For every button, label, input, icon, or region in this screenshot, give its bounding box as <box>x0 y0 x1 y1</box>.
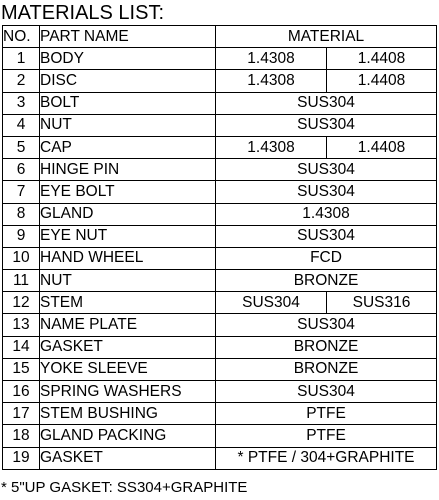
row-number: 12 <box>3 292 40 314</box>
table-row <box>3 425 437 447</box>
table-row <box>3 314 437 336</box>
material: PTFE <box>216 425 437 447</box>
row-number: 9 <box>3 225 40 247</box>
row-number: 14 <box>3 336 40 358</box>
row-number: 5 <box>3 136 40 158</box>
material-alternate: 1.4408 <box>327 48 437 70</box>
row-number: 17 <box>3 403 40 425</box>
material: PTFE <box>216 403 437 425</box>
material: BRONZE <box>216 358 437 380</box>
part-name: STEM BUSHING <box>40 403 216 425</box>
row-number: 4 <box>3 114 40 136</box>
header-part-name: PART NAME <box>40 26 216 48</box>
table-row <box>3 181 437 203</box>
material: BRONZE <box>216 270 437 292</box>
header-material: MATERIAL <box>216 26 437 48</box>
material: * PTFE / 304+GRAPHITE <box>216 447 437 469</box>
table-row <box>3 114 437 136</box>
part-name: SPRING WASHERS <box>40 381 216 403</box>
row-number: 7 <box>3 181 40 203</box>
part-name: CAP <box>40 136 216 158</box>
material: FCD <box>216 247 437 269</box>
row-number: 13 <box>3 314 40 336</box>
row-number: 18 <box>3 425 40 447</box>
table-row <box>3 270 437 292</box>
materials-table <box>2 25 437 470</box>
material-primary: 1.4308 <box>216 136 327 158</box>
table-row <box>3 403 437 425</box>
table-row <box>3 292 437 314</box>
row-number: 8 <box>3 203 40 225</box>
part-name: STEM <box>40 292 216 314</box>
part-name: NUT <box>40 270 216 292</box>
table-row <box>3 203 437 225</box>
table-row <box>3 48 437 70</box>
table-row <box>3 381 437 403</box>
table-row <box>3 336 437 358</box>
table-header-row <box>3 26 437 48</box>
row-number: 10 <box>3 247 40 269</box>
material-primary: 1.4308 <box>216 48 327 70</box>
row-number: 19 <box>3 447 40 469</box>
material: SUS304 <box>216 314 437 336</box>
material-alternate: 1.4408 <box>327 70 437 92</box>
header-no: NO. <box>3 26 40 48</box>
table-row <box>3 92 437 114</box>
table-row <box>3 447 437 469</box>
table-row <box>3 247 437 269</box>
part-name: DISC <box>40 70 216 92</box>
row-number: 11 <box>3 270 40 292</box>
material: BRONZE <box>216 336 437 358</box>
part-name: HAND WHEEL <box>40 247 216 269</box>
part-name: BODY <box>40 48 216 70</box>
materials-table-body <box>3 26 437 470</box>
part-name: YOKE SLEEVE <box>40 358 216 380</box>
material-primary: SUS304 <box>216 292 327 314</box>
part-name: GLAND <box>40 203 216 225</box>
material: 1.4308 <box>216 203 437 225</box>
material: SUS304 <box>216 159 437 181</box>
part-name: BOLT <box>40 92 216 114</box>
material: SUS304 <box>216 114 437 136</box>
part-name: GASKET <box>40 336 216 358</box>
material-primary: 1.4308 <box>216 70 327 92</box>
part-name: NUT <box>40 114 216 136</box>
table-row <box>3 358 437 380</box>
row-number: 16 <box>3 381 40 403</box>
part-name: NAME PLATE <box>40 314 216 336</box>
part-name: EYE BOLT <box>40 181 216 203</box>
material: SUS304 <box>216 92 437 114</box>
part-name: GLAND PACKING <box>40 425 216 447</box>
table-row <box>3 225 437 247</box>
row-number: 2 <box>3 70 40 92</box>
table-row <box>3 70 437 92</box>
part-name: GASKET <box>40 447 216 469</box>
row-number: 15 <box>3 358 40 380</box>
part-name: HINGE PIN <box>40 159 216 181</box>
gasket-footnote: * 5"UP GASKET: SS304+GRAPHITE <box>1 479 248 496</box>
material-alternate: 1.4408 <box>327 136 437 158</box>
row-number: 6 <box>3 159 40 181</box>
table-row <box>3 136 437 158</box>
table-row <box>3 159 437 181</box>
material-alternate: SUS316 <box>327 292 437 314</box>
row-number: 1 <box>3 48 40 70</box>
document-title: MATERIALS LIST: <box>1 2 165 24</box>
part-name: EYE NUT <box>40 225 216 247</box>
row-number: 3 <box>3 92 40 114</box>
material: SUS304 <box>216 225 437 247</box>
material: SUS304 <box>216 181 437 203</box>
material: SUS304 <box>216 381 437 403</box>
